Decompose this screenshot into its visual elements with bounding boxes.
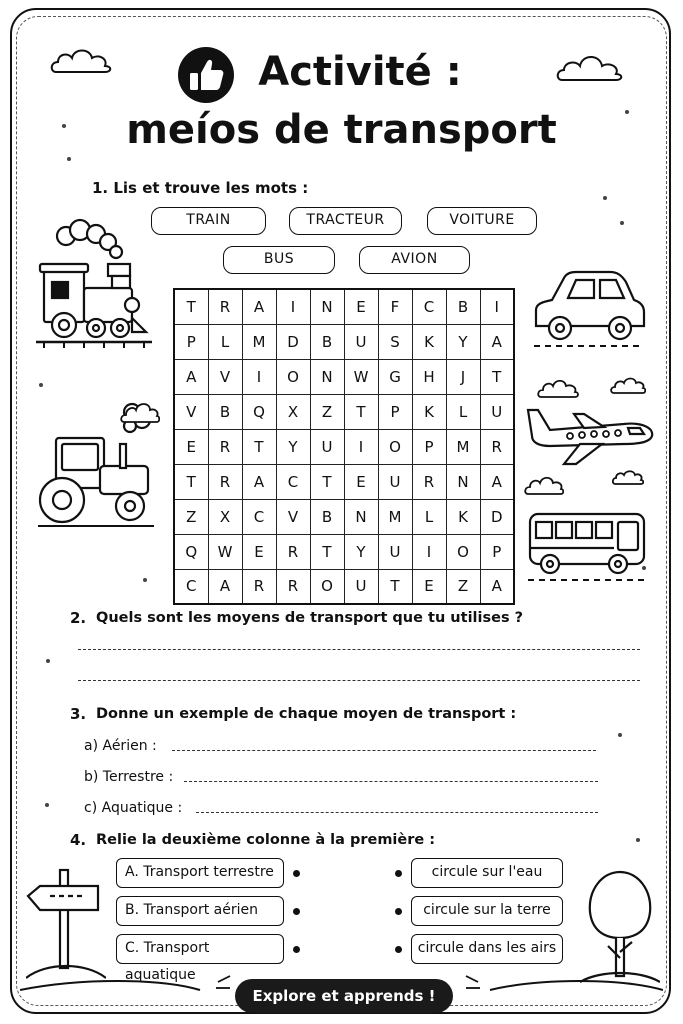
grid-cell[interactable]: K: [446, 499, 480, 534]
grid-cell[interactable]: O: [446, 534, 480, 569]
grid-cell[interactable]: R: [208, 289, 242, 324]
grid-row: [174, 569, 514, 604]
grid-cell[interactable]: I: [344, 429, 378, 464]
grid-cell[interactable]: U: [480, 394, 514, 429]
grid-cell[interactable]: M: [446, 429, 480, 464]
grid-cell[interactable]: T: [174, 464, 208, 499]
match-dot[interactable]: [395, 870, 402, 877]
grid-cell[interactable]: L: [412, 499, 446, 534]
grid-cell[interactable]: I: [480, 289, 514, 324]
cloud-icon: [610, 375, 646, 395]
grid-cell[interactable]: R: [276, 534, 310, 569]
word-bus: BUS: [223, 246, 335, 274]
grid-cell[interactable]: Y: [344, 534, 378, 569]
grid-cell[interactable]: T: [242, 429, 276, 464]
grid-cell[interactable]: S: [378, 324, 412, 359]
grid-cell[interactable]: P: [174, 324, 208, 359]
grid-row: [174, 499, 514, 534]
grid-cell[interactable]: B: [446, 289, 480, 324]
grid-cell[interactable]: Q: [242, 394, 276, 429]
grid-cell[interactable]: K: [412, 394, 446, 429]
grid-cell[interactable]: A: [174, 359, 208, 394]
grid-cell[interactable]: A: [480, 324, 514, 359]
cloud-icon: [524, 474, 564, 496]
grid-cell[interactable]: D: [480, 499, 514, 534]
grid-cell[interactable]: R: [242, 569, 276, 604]
grid-cell[interactable]: T: [480, 359, 514, 394]
grid-cell[interactable]: E: [344, 464, 378, 499]
answer-line[interactable]: [78, 649, 640, 650]
question-1-label: 1. Lis et trouve les mots :: [92, 179, 309, 197]
grid-cell[interactable]: E: [412, 569, 446, 604]
page-title-line1: Activité :: [258, 49, 462, 95]
footer-banner: Explore et apprends !: [235, 979, 453, 1013]
match-dot[interactable]: [293, 946, 300, 953]
match-right-2[interactable]: circule sur la terre: [411, 896, 563, 926]
grid-cell[interactable]: O: [276, 359, 310, 394]
answer-line-terrestre[interactable]: [184, 781, 598, 782]
grid-cell[interactable]: I: [412, 534, 446, 569]
item-aerien-label: a) Aérien :: [84, 738, 157, 754]
word-train: TRAIN: [151, 207, 266, 235]
grid-cell[interactable]: B: [310, 324, 344, 359]
grid-cell[interactable]: R: [208, 464, 242, 499]
grid-row: [174, 289, 514, 324]
grid-cell[interactable]: T: [310, 464, 344, 499]
match-left-b[interactable]: B. Transport aérien: [116, 896, 284, 926]
grid-cell[interactable]: U: [310, 429, 344, 464]
grid-cell[interactable]: N: [310, 359, 344, 394]
grid-cell[interactable]: T: [378, 569, 412, 604]
grid-cell[interactable]: B: [310, 499, 344, 534]
grid-cell[interactable]: U: [378, 534, 412, 569]
page-title-line2: meíos de transport: [126, 107, 557, 153]
grid-cell[interactable]: I: [242, 359, 276, 394]
grid-cell[interactable]: Y: [446, 324, 480, 359]
match-dot[interactable]: [395, 908, 402, 915]
grid-cell[interactable]: R: [276, 569, 310, 604]
grid-cell[interactable]: A: [242, 289, 276, 324]
grid-cell[interactable]: M: [242, 324, 276, 359]
grid-cell[interactable]: Z: [446, 569, 480, 604]
match-dot[interactable]: [395, 946, 402, 953]
grid-cell[interactable]: X: [208, 499, 242, 534]
word-avion: AVION: [359, 246, 470, 274]
grid-cell[interactable]: U: [378, 464, 412, 499]
grid-cell[interactable]: M: [378, 499, 412, 534]
grid-cell[interactable]: K: [412, 324, 446, 359]
grid-cell[interactable]: B: [208, 394, 242, 429]
grid-cell[interactable]: Z: [310, 394, 344, 429]
grid-cell[interactable]: T: [344, 394, 378, 429]
grid-cell[interactable]: W: [208, 534, 242, 569]
grid-cell[interactable]: N: [344, 499, 378, 534]
question-3-number: 3.: [70, 705, 87, 723]
grid-row: [174, 359, 514, 394]
grid-row: [174, 324, 514, 359]
grid-cell[interactable]: Z: [174, 499, 208, 534]
grid-cell[interactable]: U: [344, 569, 378, 604]
grid-row: [174, 429, 514, 464]
grid-cell[interactable]: J: [446, 359, 480, 394]
grid-cell[interactable]: R: [480, 429, 514, 464]
grid-cell[interactable]: W: [344, 359, 378, 394]
match-right-1[interactable]: circule sur l'eau: [411, 858, 563, 888]
match-dot[interactable]: [293, 870, 300, 877]
grid-cell[interactable]: A: [242, 464, 276, 499]
grid-cell[interactable]: L: [446, 394, 480, 429]
grid-row: [174, 534, 514, 569]
car-icon: [530, 268, 648, 358]
grid-cell[interactable]: T: [174, 289, 208, 324]
grid-cell[interactable]: C: [174, 569, 208, 604]
item-terrestre-label: b) Terrestre :: [84, 769, 174, 785]
grid-cell[interactable]: N: [446, 464, 480, 499]
grid-cell[interactable]: N: [310, 289, 344, 324]
cloud-icon: [556, 50, 624, 84]
grid-cell[interactable]: U: [344, 324, 378, 359]
grid-cell[interactable]: L: [208, 324, 242, 359]
airplane-icon: [524, 404, 656, 468]
grid-cell[interactable]: A: [480, 569, 514, 604]
match-dot[interactable]: [293, 908, 300, 915]
grid-cell[interactable]: Q: [174, 534, 208, 569]
answer-line[interactable]: [78, 680, 640, 681]
match-left-a[interactable]: A. Transport terrestre: [116, 858, 284, 888]
question-4-label: Relie la deuxième colonne à la première :: [96, 832, 436, 848]
word-voiture: VOITURE: [427, 207, 537, 235]
train-icon: [34, 214, 158, 352]
grid-cell[interactable]: V: [174, 394, 208, 429]
grid-cell[interactable]: V: [208, 359, 242, 394]
grid-cell[interactable]: D: [276, 324, 310, 359]
question-3-label: Donne un exemple de chaque moyen de transport :: [96, 706, 517, 722]
answer-line-aquatique[interactable]: [196, 812, 598, 813]
cloud-icon: [612, 468, 644, 486]
match-left-c[interactable]: C. Transport aquatique: [116, 934, 284, 964]
grid-cell[interactable]: H: [412, 359, 446, 394]
grid-row: [174, 464, 514, 499]
item-aquatique-label: c) Aquatique :: [84, 800, 183, 816]
answer-line-aerien[interactable]: [172, 750, 596, 751]
grid-cell[interactable]: O: [378, 429, 412, 464]
grid-cell[interactable]: P: [480, 534, 514, 569]
grid-row: [174, 394, 514, 429]
grid-cell[interactable]: A: [208, 569, 242, 604]
question-2-label: Quels sont les moyens de transport que tu utilises ?: [96, 610, 524, 626]
cloud-icon: [120, 400, 160, 426]
bus-icon: [526, 508, 650, 584]
grid-cell[interactable]: E: [242, 534, 276, 569]
question-4-number: 4.: [70, 831, 87, 849]
word-search-grid: [173, 288, 515, 605]
grid-cell[interactable]: E: [344, 289, 378, 324]
cloud-icon: [50, 44, 112, 76]
match-right-3[interactable]: circule dans les airs: [411, 934, 563, 964]
grid-cell[interactable]: I: [276, 289, 310, 324]
grid-cell[interactable]: V: [276, 499, 310, 534]
grid-cell[interactable]: O: [310, 569, 344, 604]
question-2-number: 2.: [70, 609, 87, 627]
cloud-icon: [537, 377, 579, 399]
grid-cell[interactable]: F: [378, 289, 412, 324]
signpost-icon: [26, 866, 106, 982]
grid-cell[interactable]: E: [174, 429, 208, 464]
word-tracteur: TRACTEUR: [289, 207, 402, 235]
grid-cell[interactable]: Y: [276, 429, 310, 464]
tree-icon: [580, 866, 660, 986]
grid-cell[interactable]: T: [310, 534, 344, 569]
grid-cell[interactable]: G: [378, 359, 412, 394]
grid-cell[interactable]: C: [276, 464, 310, 499]
grid-cell[interactable]: P: [412, 429, 446, 464]
grid-cell[interactable]: A: [480, 464, 514, 499]
grid-cell[interactable]: R: [208, 429, 242, 464]
grid-cell[interactable]: C: [242, 499, 276, 534]
grid-cell[interactable]: P: [378, 394, 412, 429]
grid-cell[interactable]: X: [276, 394, 310, 429]
grid-cell[interactable]: R: [412, 464, 446, 499]
grid-cell[interactable]: C: [412, 289, 446, 324]
